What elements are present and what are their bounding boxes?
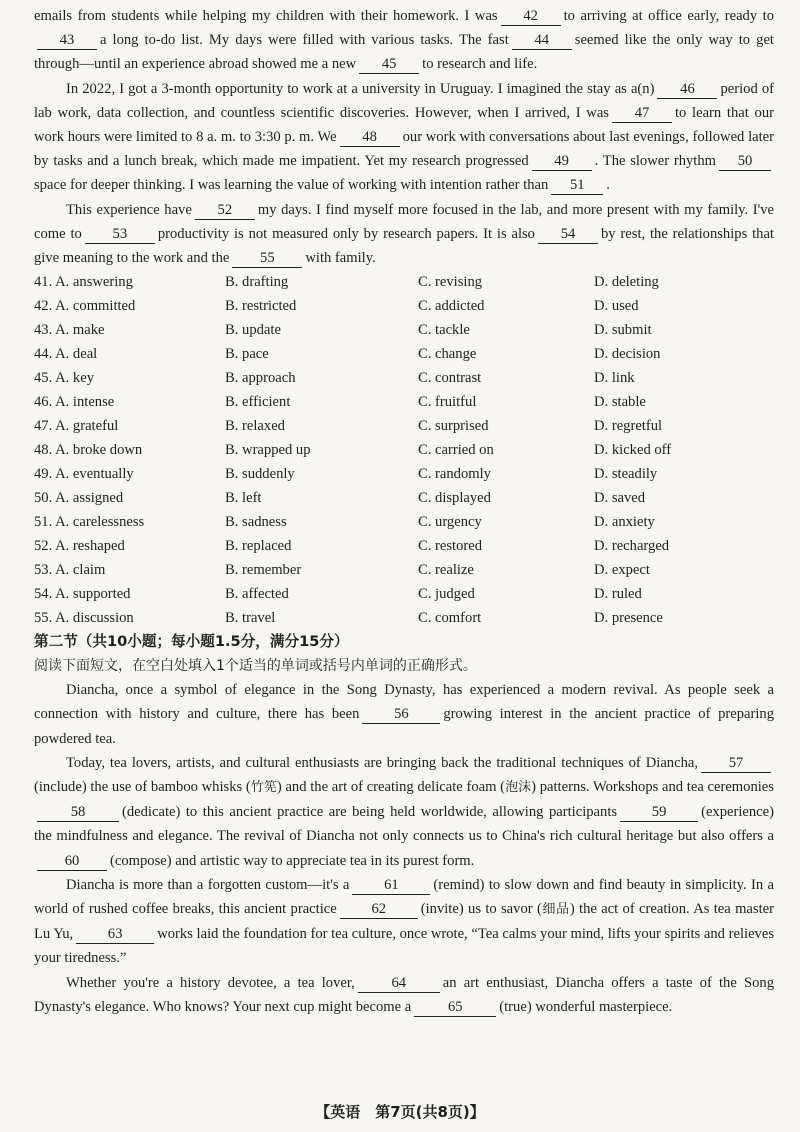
option-choice: B. pace xyxy=(225,346,269,363)
option-choice: 50. A. assigned xyxy=(34,490,124,507)
text: ) patterns. Workshops and tea ceremonies xyxy=(531,779,774,796)
option-choice: 48. A. broke down xyxy=(34,442,143,459)
blank-50: 50 xyxy=(719,153,771,171)
text: ) the act of creation. As tea master Lu Yu, xyxy=(34,901,774,943)
option-choice: 46. A. intense xyxy=(34,394,115,411)
blank-61: 61 xyxy=(352,877,430,895)
option-choice: 47. A. grateful xyxy=(34,418,119,435)
option-choice: D. expect xyxy=(594,562,650,579)
section-heading: 第二节（共10小题；每小题1.5分，满分15分） xyxy=(34,633,349,651)
option-choice: C. randomly xyxy=(418,466,491,483)
blank-57: 57 xyxy=(701,755,771,773)
option-row xyxy=(34,270,774,294)
option-choice: 55. A. discussion xyxy=(34,610,134,627)
option-choice: D. recharged xyxy=(594,538,670,555)
option-row xyxy=(34,558,774,582)
text: (true) wonderful masterpiece. xyxy=(499,998,673,1015)
text: Whether you're a history devotee, a tea lover, xyxy=(66,974,355,991)
blank-55: 55 xyxy=(232,250,302,268)
option-choice: B. travel xyxy=(225,610,276,627)
blank-52: 52 xyxy=(195,202,255,220)
option-choice: D. steadily xyxy=(594,466,658,483)
blank-62: 62 xyxy=(340,901,418,919)
passage-paragraph-diancha-1 xyxy=(34,678,774,751)
blank-54: 54 xyxy=(538,226,598,244)
option-choice: C. judged xyxy=(418,586,475,603)
option-row xyxy=(34,606,774,630)
passage-paragraph-top xyxy=(34,4,774,77)
option-row xyxy=(34,390,774,414)
option-choice: B. replaced xyxy=(225,538,292,555)
option-choice: B. left xyxy=(225,490,262,507)
chinese-gloss: 细品 xyxy=(541,902,570,918)
text: an art enthusiast, Diancha offers a taste of the Song Dynasty's elegance. Who knows? Your next cup might become a xyxy=(34,974,774,1015)
text: (remind) to slow down and find beauty in simplicity. In a world of rushed coffee breaks, this ancient practice xyxy=(34,876,775,918)
text: to arriving at office early, ready to xyxy=(563,8,774,24)
option-choice: 51. A. carelessness xyxy=(34,514,145,531)
option-choice: 52. A. reshaped xyxy=(34,538,125,555)
passage-paragraph-2022 xyxy=(34,77,774,198)
text: to research and life. xyxy=(422,56,538,73)
option-choice: C. comfort xyxy=(418,610,482,627)
passage-paragraph-diancha-4 xyxy=(34,971,774,1019)
option-choice: D. ruled xyxy=(594,586,642,603)
option-choice: D. decision xyxy=(594,346,661,363)
option-choice: D. anxiety xyxy=(594,514,655,531)
text: ) and the art of creating delicate foam ( xyxy=(276,779,506,796)
blank-44: 44 xyxy=(512,32,572,50)
text: seemed like the only way to get through—until an experience abroad showed me a new xyxy=(34,32,774,73)
section-instruction: 阅读下面短文，在空白处填入1个适当的单词或括号内单词的正确形式。 xyxy=(34,658,477,675)
option-choice: D. kicked off xyxy=(594,442,672,459)
option-row xyxy=(34,342,774,366)
option-row xyxy=(34,534,774,558)
text: by rest, the relationships that give meaning to the work and the xyxy=(34,225,774,267)
text: (invite) us to savor ( xyxy=(420,901,542,918)
option-choice: C. tackle xyxy=(418,322,470,339)
text: to learn that our work hours were limited to 8 a. m. to 3:30 p. m. We xyxy=(34,104,774,146)
option-choice: C. carried on xyxy=(418,442,494,459)
text: (experience) the mindfulness and elegance. The revival of Diancha not only connects us to China's rich cultural heritage but also offers a xyxy=(34,804,774,845)
option-choice: 42. A. committed xyxy=(34,298,136,315)
option-row xyxy=(34,366,774,390)
option-choice: 44. A. deal xyxy=(34,346,98,363)
text: Diancha, once a symbol of elegance in the Song Dynasty, has experienced a modern revival. As people seek a connection with history and culture, there has been xyxy=(34,682,774,723)
blank-59: 59 xyxy=(620,804,698,822)
blank-49: 49 xyxy=(532,153,592,171)
option-choice: 54. A. supported xyxy=(34,586,131,603)
option-choice: C. displayed xyxy=(418,490,491,507)
text: Diancha is more than a forgotten custom—it's a xyxy=(66,876,350,893)
option-row xyxy=(34,318,774,342)
blank-51: 51 xyxy=(551,177,603,195)
option-choice: D. deleting xyxy=(594,274,659,291)
option-row xyxy=(34,510,774,534)
cloze-options-list xyxy=(34,270,774,630)
option-row xyxy=(34,294,774,318)
option-choice: B. efficient xyxy=(225,394,291,411)
option-row xyxy=(34,414,774,438)
blank-58: 58 xyxy=(37,804,119,822)
passage-paragraph-diancha-2 xyxy=(34,751,774,873)
text: growing interest in the ancient practice of preparing powdered tea. xyxy=(34,706,774,747)
option-choice: B. relaxed xyxy=(225,418,285,435)
text: emails from students while helping my children with their homework. I was xyxy=(34,8,498,24)
exam-page xyxy=(34,4,774,1019)
option-choice: C. realize xyxy=(418,562,474,579)
page-footer: 【英语 第7页(共8页)】 xyxy=(315,1103,485,1121)
blank-56: 56 xyxy=(362,706,440,724)
blank-47: 47 xyxy=(612,105,672,123)
option-choice: C. surprised xyxy=(418,418,489,435)
option-choice: D. regretful xyxy=(594,418,663,435)
option-choice: 49. A. eventually xyxy=(34,466,134,483)
text: Today, tea lovers, artists, and cultural enthusiasts are bringing back the traditional techniques of Diancha, xyxy=(66,754,698,771)
blank-63: 63 xyxy=(76,926,154,944)
option-choice: D. saved xyxy=(594,490,646,507)
option-choice: B. approach xyxy=(225,370,296,387)
text: with family. xyxy=(305,250,376,267)
blank-60: 60 xyxy=(37,853,107,871)
blank-65: 65 xyxy=(414,999,496,1017)
text: In 2022, I got a 3-month opportunity to work at a university in Uruguay. I imagined the stay as a(n) xyxy=(66,80,655,97)
option-choice: 53. A. claim xyxy=(34,562,106,579)
option-choice: D. submit xyxy=(594,322,652,339)
option-row xyxy=(34,486,774,510)
passage-paragraph-diancha-3 xyxy=(34,873,774,971)
option-choice: B. wrapped up xyxy=(225,442,311,459)
chinese-gloss: 竹筅 xyxy=(250,780,277,796)
option-choice: C. change xyxy=(418,346,477,363)
text: . xyxy=(606,177,610,194)
text: works laid the foundation for tea culture, once wrote, “Tea calms your mind, lifts your spirits and relieves your tiredness.” xyxy=(34,926,774,967)
option-choice: C. addicted xyxy=(418,298,485,315)
blank-64: 64 xyxy=(358,975,440,993)
option-choice: 43. A. make xyxy=(34,322,105,339)
text: This experience have xyxy=(66,201,192,218)
option-choice: C. restored xyxy=(418,538,483,555)
option-choice: B. update xyxy=(225,322,281,339)
option-choice: B. remember xyxy=(225,562,302,579)
option-choice: D. used xyxy=(594,298,639,315)
chinese-gloss: 泡沫 xyxy=(505,780,532,796)
text: my days. I find myself more focused in the lab, and more present with my family. I've come to xyxy=(34,201,775,242)
blank-42: 42 xyxy=(501,8,561,26)
option-choice: 41. A. answering xyxy=(34,274,133,291)
option-choice: B. affected xyxy=(225,586,289,603)
text: our work with conversations about last evenings, followed later by tasks and a lunch break, which made me impatient. Yet my research progressed xyxy=(34,129,774,170)
option-choice: 45. A. key xyxy=(34,370,94,387)
blank-48: 48 xyxy=(340,129,400,147)
text: (dedicate) to this ancient practice are being held worldwide, allowing participants xyxy=(122,804,618,821)
option-choice: D. link xyxy=(594,370,635,387)
text: productivity is not measured only by research papers. It is also xyxy=(157,225,535,242)
option-row xyxy=(34,462,774,486)
option-row xyxy=(34,582,774,606)
option-choice: B. sadness xyxy=(225,514,287,531)
text: (compose) and artistic way to appreciate tea in its purest form. xyxy=(110,852,475,869)
text: period of lab work, data collection, and countless scientific discoveries. However, when I arrived, I was xyxy=(34,80,774,121)
option-choice: C. urgency xyxy=(418,514,482,531)
text: space for deeper thinking. I was learning the value of working with intention rather than xyxy=(34,177,549,194)
blank-43: 43 xyxy=(37,32,97,50)
option-row xyxy=(34,438,774,462)
option-choice: C. fruitful xyxy=(418,394,477,411)
passage-paragraph-experience xyxy=(34,198,774,271)
option-choice: B. drafting xyxy=(225,274,289,291)
option-choice: B. restricted xyxy=(225,298,297,315)
option-choice: C. contrast xyxy=(418,370,482,387)
option-choice: D. presence xyxy=(594,610,663,627)
text: . The slower rhythm xyxy=(594,153,716,170)
option-choice: B. suddenly xyxy=(225,466,295,483)
option-choice: D. stable xyxy=(594,394,646,411)
blank-46: 46 xyxy=(657,81,717,99)
blank-45: 45 xyxy=(359,56,419,74)
blank-53: 53 xyxy=(85,226,155,244)
text: (include) the use of bamboo whisks ( xyxy=(34,779,251,796)
option-choice: C. revising xyxy=(418,274,483,291)
text: a long to-do list. My days were filled with various tasks. The fast xyxy=(100,32,509,49)
